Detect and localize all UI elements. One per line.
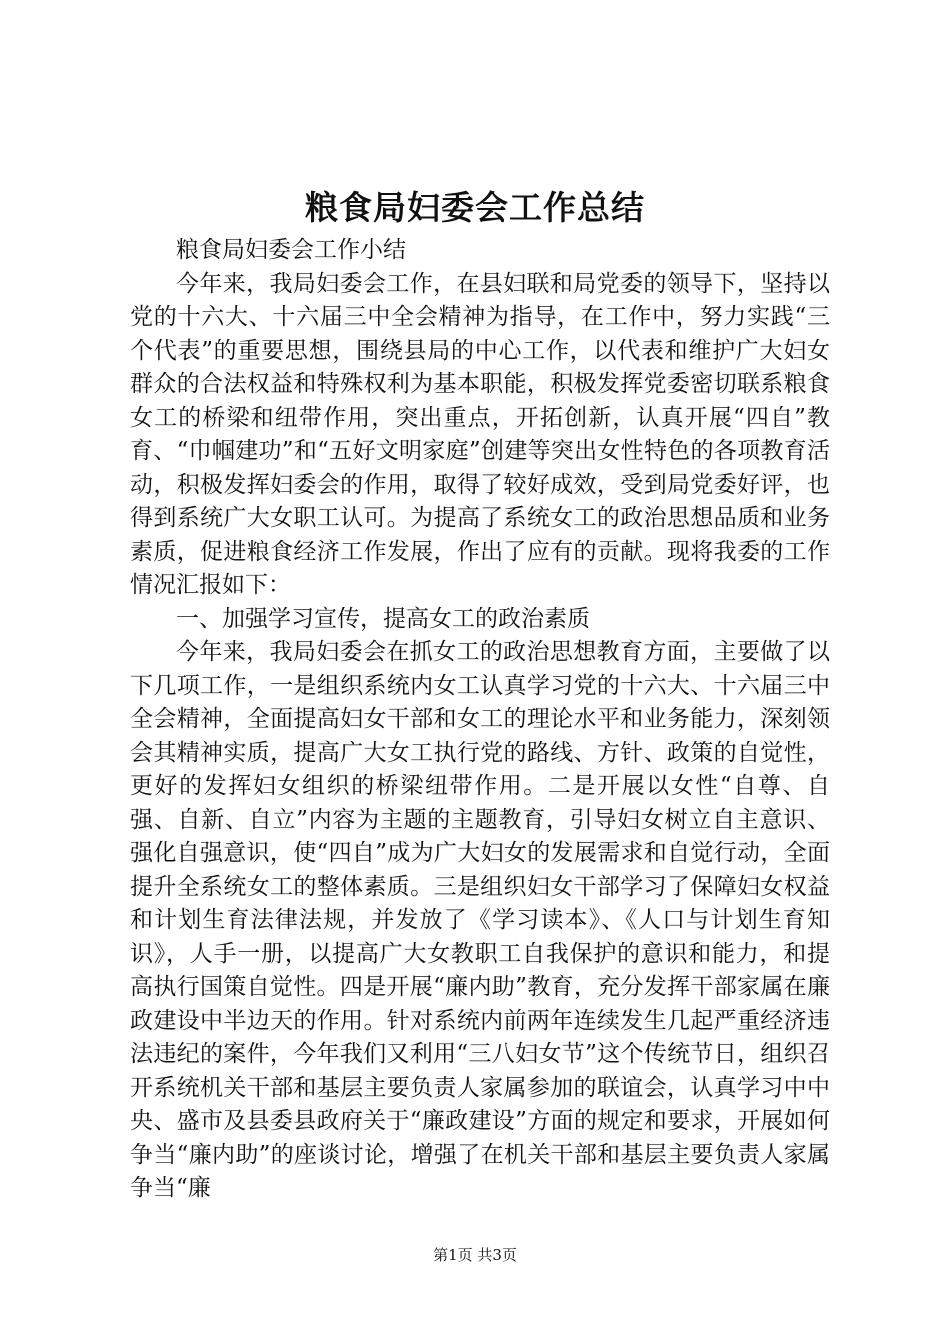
section-heading: 一、加强学习宣传，提高女工的政治素质 <box>176 605 590 632</box>
body-paragraph: 今年来，我局妇委会在抓女工的政治思想教育方面，主要做了以下几项工作，一是组织系统内女工认真学习党的十六大、十六届三中全会精神，全面提高妇女干部和女工的理论水平和业务能力，深刻领会其精神实质，提高广大女工执行党的路线、方针、政策的自觉性，更好的发挥妇女组织的桥梁纽带作用。二是开展以女性“自尊、自强、自新、自立”内容为主题的主题教育，引导妇女树立自主意识、强化自强意识，使“四自”成为广大妇女的发展需求和自觉行动，全面提升全系统女工的整体素质。三是组织妇女干部学习了保障妇女权益和计划生育法律法规，并发放了《学习读本》、《人口与计划生育知识》，人手一册，以提高广大女教职工自我保护的意识和能力，和提高执行国策自觉性。四是开展“廉内助”教育，充分发挥干部家属在廉政建设中半边天的作用。针对系统内前两年连续发生几起严重经济违法违纪的案件，今年我们又利用“三八妇女节”这个传统节日，组织召开系统机关干部和基层主要负责人家属参加的联谊会，认真学习中中央、盛市及县委县政府关于“廉政建设”方面的规定和要求，开展如何争当“廉内助”的座谈讨论，增强了在机关干部和基层主要负责人家属争当“廉 <box>130 639 830 1201</box>
document-body <box>130 234 830 1206</box>
subtitle-paragraph: 粮食局妇委会工作小结 <box>176 237 406 263</box>
page-footer: 第1页 共3页 <box>433 1246 517 1264</box>
document-title: 粮食局妇委会工作总结 <box>305 188 645 227</box>
intro-paragraph: 今年来，我局妇委会工作，在县妇联和局党委的领导下，坚持以党的十六大、十六届三中全会精神为指导，在工作中，努力实践“三个代表”的重要思想，围绕县局的中心工作，以代表和维护广大妇女群众的合法权益和特殊权利为基本职能，积极发挥党委密切联系粮食女工的桥梁和纽带作用，突出重点，开拓创新，认真开展“四自”教育、“巾帼建功”和“五好文明家庭”创建等突出女性特色的各项教育活动，积极发挥妇委会的作用，取得了较好成效，受到局党委好评，也得到系统广大女职工认可。为提高了系统女工的政治思想品质和业务素质，促进粮食经济工作发展，作出了应有的贡献。现将我委的工作情况汇报如下： <box>130 270 830 598</box>
